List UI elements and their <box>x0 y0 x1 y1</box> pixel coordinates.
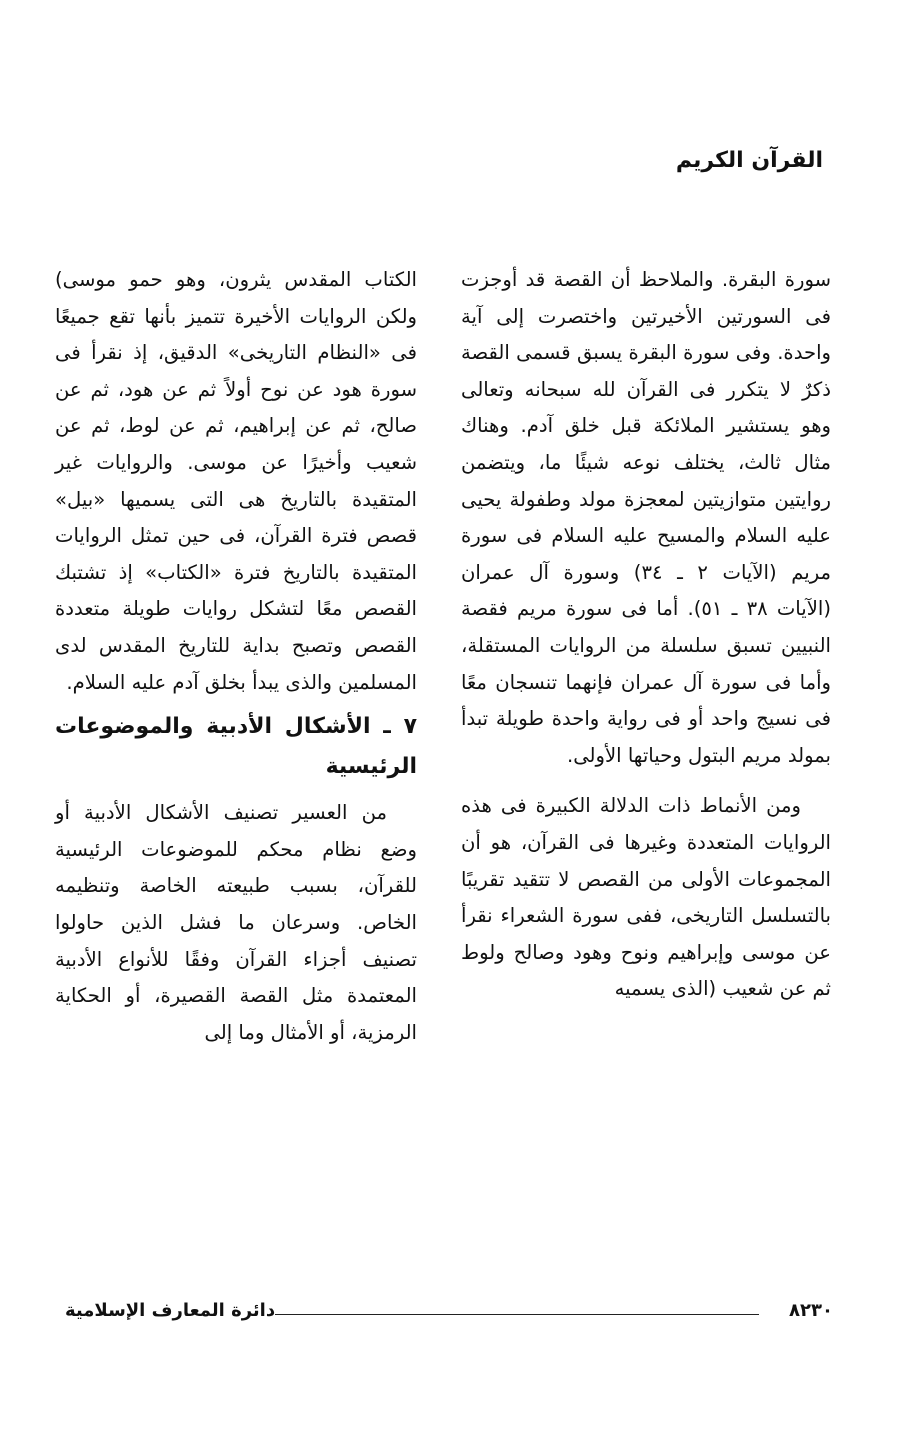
left-column-paragraph-2: من العسير تصنيف الأشكال الأدبية أو وضع نظام محكم للموضوعات الرئيسية للقرآن، بسبب طبيعته الخاصة وتنظيمه الخاص. وسرعان ما فشل الذين حاولوا تصنيف أجزاء القرآن وفقًا للأنواع الأدبية المعتمدة مثل القصة القصيرة، أو الحكاية الرمزية، أو الأمثال وما إلى <box>55 801 417 1044</box>
publication-title: دائرة المعارف الإسلامية <box>65 1300 276 1321</box>
right-column-paragraph-1: سورة البقرة. والملاحظ أن القصة قد أوجزت فى السورتين الأخيرتين واختصرت إلى آية واحدة. وفى سورة البقرة يسبق قسمى القصة ذكرٌ لا يتكرر فى القرآن لله سبحانه وتعالى وهو يستشير الملائكة قبل خلق آدم. وهناك مثال ثالث، يختلف نوعه شيئًا ما، ويتضمن روايتين متوازيتين لمعجزة مولد وطفولة يحيى عليه السلام والمسيح عليه السلام فى سورة مريم (الآيات ٢ ـ ٣٤) وسورة آل عمران (الآيات ٣٨ ـ ٥١). أما فى سورة مريم فقصة النبيين تسبق سلسلة من الروايات المستقلة، وأما فى سورة آل عمران فإنهما تنسجان معًا فى نسيج واحد أو فى رواية واحدة طويلة تبدأ بمولد مريم البتول وحياتها الأولى. <box>461 268 831 767</box>
page-footer <box>65 1300 833 1330</box>
left-column <box>55 262 417 1051</box>
page-number: ٨٢٣٠ <box>789 1300 833 1321</box>
footer-rule <box>275 1314 759 1315</box>
right-column-paragraph-2: ومن الأنماط ذات الدلالة الكبيرة فى هذه الروايات المتعددة وغيرها فى القرآن، هو أن المجموعات الأولى من القصص لا تتقيد تقريبًا بالتسلسل التاريخى، ففى سورة الشعراء نقرأ عن موسى وإبراهيم ونوح وهود وصالح ولوط ثم عن شعيب (الذى يسميه <box>461 794 831 1001</box>
right-column <box>461 262 831 1008</box>
running-title: القرآن الكريم <box>675 148 823 173</box>
section-heading: ٧ ـ الأشكال الأدبية والموضوعات الرئيسية <box>55 714 417 780</box>
left-column-paragraph-1: الكتاب المقدس يثرون، وهو حمو موسى) ولكن الروايات الأخيرة تتميز بأنها تقع جميعًا فى «النظام التاريخى» الدقيق، إذ نقرأ فى سورة هود عن نوح أولاً ثم عن هود، ثم عن صالح، ثم عن إبراهيم، ثم عن لوط، ثم عن شعيب وأخيرًا عن موسى. والروايات غير المتقيدة بالتاريخ هى التى يسميها «بيل» قصص فترة القرآن، فى حين تمثل الروايات المتقيدة بالتاريخ فترة «الكتاب» إذ تشتبك القصص معًا لتشكل روايات طويلة متعددة القصص وتصبح بداية للتاريخ المقدس لدى المسلمين والذى يبدأ بخلق آدم عليه السلام. <box>55 268 417 694</box>
